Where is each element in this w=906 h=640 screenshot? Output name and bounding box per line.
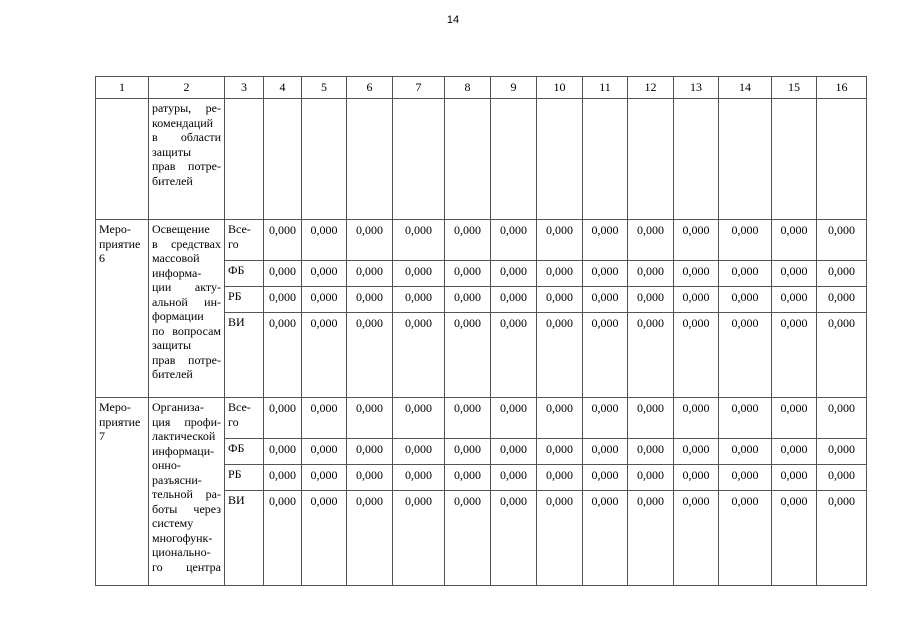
value-cell: 0,000: [445, 398, 491, 439]
value-cell: 0,000: [628, 220, 674, 261]
value-cell: 0,000: [491, 287, 537, 313]
table-cell: [491, 99, 537, 220]
value-cell: 0,000: [719, 465, 772, 491]
table-row: [96, 398, 867, 439]
value-cell: 0,000: [817, 439, 867, 465]
value-cell: 0,000: [583, 313, 628, 398]
value-cell: 0,000: [302, 398, 347, 439]
continuation-row: [96, 99, 867, 220]
funding-source: [225, 398, 264, 439]
description-line: онно-: [152, 458, 181, 472]
value-cell: 0,000: [491, 465, 537, 491]
value-cell: 0,000: [264, 287, 302, 313]
value-cell: 0,000: [772, 465, 817, 491]
description-line: тельной ра-: [152, 487, 221, 501]
value-cell: 0,000: [772, 439, 817, 465]
measure-description: [149, 398, 225, 586]
measure-name-line: 6: [99, 251, 105, 265]
funding-source-line: ФБ: [228, 263, 245, 277]
value-cell: 0,000: [719, 287, 772, 313]
description-line: Освещение: [152, 222, 210, 236]
value-cell: 0,000: [628, 465, 674, 491]
measure-name: [96, 220, 149, 398]
funding-source-line: РБ: [228, 467, 242, 481]
value-cell: 0,000: [347, 439, 393, 465]
value-cell: 0,000: [674, 465, 719, 491]
description-line: информаци-: [152, 443, 215, 458]
description-line: прав потре-: [152, 352, 221, 367]
value-cell: 0,000: [347, 261, 393, 287]
description-line: ционально-: [152, 545, 211, 559]
column-number: 11: [583, 77, 628, 99]
continuation-description: [149, 99, 225, 220]
column-number-row: [96, 77, 867, 99]
value-cell: 0,000: [347, 465, 393, 491]
funding-source-line: Все-: [228, 222, 251, 236]
value-cell: 0,000: [817, 491, 867, 586]
description-line: массовой: [152, 251, 200, 265]
table-cell: [347, 99, 393, 220]
value-cell: 0,000: [491, 313, 537, 398]
funding-source: [225, 313, 264, 398]
value-cell: 0,000: [491, 439, 537, 465]
value-cell: 0,000: [537, 439, 583, 465]
funding-source-line: ФБ: [228, 441, 245, 455]
table-cell: [96, 99, 149, 220]
measure-description: [149, 220, 225, 398]
description-line: информа-: [152, 265, 202, 280]
value-cell: 0,000: [817, 261, 867, 287]
table-cell: [628, 99, 674, 220]
funding-source: [225, 491, 264, 586]
column-number: 2: [149, 77, 225, 99]
value-cell: 0,000: [302, 220, 347, 261]
value-cell: 0,000: [674, 313, 719, 398]
description-line: боты через: [152, 501, 221, 516]
description-line: ция профи-: [152, 414, 221, 429]
value-cell: 0,000: [583, 439, 628, 465]
description-line: го центра: [152, 559, 221, 574]
value-cell: 0,000: [491, 398, 537, 439]
value-cell: 0,000: [393, 261, 445, 287]
description-line: Организа-: [152, 400, 204, 414]
column-number: 8: [445, 77, 491, 99]
value-cell: 0,000: [674, 491, 719, 586]
value-cell: 0,000: [583, 220, 628, 261]
table-cell: [817, 99, 867, 220]
value-cell: 0,000: [719, 313, 772, 398]
table-cell: [302, 99, 347, 220]
value-cell: 0,000: [264, 465, 302, 491]
description-line: защиты: [152, 338, 192, 352]
value-cell: 0,000: [817, 313, 867, 398]
value-cell: 0,000: [628, 287, 674, 313]
value-cell: 0,000: [537, 287, 583, 313]
value-cell: 0,000: [537, 220, 583, 261]
value-cell: 0,000: [302, 491, 347, 586]
value-cell: 0,000: [445, 287, 491, 313]
column-number: 9: [491, 77, 537, 99]
column-number: 6: [347, 77, 393, 99]
value-cell: 0,000: [817, 465, 867, 491]
value-cell: 0,000: [628, 261, 674, 287]
value-cell: 0,000: [445, 465, 491, 491]
value-cell: 0,000: [674, 439, 719, 465]
measure-name-line: приятие: [99, 236, 141, 251]
value-cell: 0,000: [772, 398, 817, 439]
column-number: 5: [302, 77, 347, 99]
description-line: бителей: [152, 367, 193, 381]
funding-source-line: Все-: [228, 400, 251, 414]
value-cell: 0,000: [491, 220, 537, 261]
funding-source-line: го: [228, 414, 239, 429]
table-cell: [719, 99, 772, 220]
funding-source: [225, 261, 264, 287]
value-cell: 0,000: [628, 439, 674, 465]
value-cell: 0,000: [628, 313, 674, 398]
value-cell: 0,000: [772, 287, 817, 313]
column-number: 13: [674, 77, 719, 99]
description-line: альной ин-: [152, 294, 221, 309]
column-number: 14: [719, 77, 772, 99]
value-cell: 0,000: [583, 465, 628, 491]
description-line: многофунк-: [152, 530, 213, 545]
measure-name-line: 7: [99, 429, 105, 443]
page-number: 14: [446, 14, 460, 26]
value-cell: 0,000: [264, 261, 302, 287]
value-cell: 0,000: [537, 398, 583, 439]
column-number: 10: [537, 77, 583, 99]
description-line: комендаций: [152, 115, 214, 130]
value-cell: 0,000: [393, 220, 445, 261]
value-cell: 0,000: [628, 491, 674, 586]
value-cell: 0,000: [347, 287, 393, 313]
value-cell: 0,000: [264, 220, 302, 261]
value-cell: 0,000: [537, 465, 583, 491]
value-cell: 0,000: [537, 261, 583, 287]
table-cell: [772, 99, 817, 220]
value-cell: 0,000: [264, 439, 302, 465]
value-cell: 0,000: [583, 261, 628, 287]
column-number: 4: [264, 77, 302, 99]
value-cell: 0,000: [583, 398, 628, 439]
table-cell: [393, 99, 445, 220]
value-cell: 0,000: [537, 491, 583, 586]
budget-table: [95, 76, 867, 586]
value-cell: 0,000: [445, 220, 491, 261]
measure-name-line: Меро-: [99, 222, 131, 236]
value-cell: 0,000: [719, 261, 772, 287]
value-cell: 0,000: [264, 313, 302, 398]
value-cell: 0,000: [393, 313, 445, 398]
value-cell: 0,000: [674, 287, 719, 313]
table-cell: [583, 99, 628, 220]
description-line: по вопросам: [152, 323, 221, 338]
description-line: защиты: [152, 144, 192, 159]
description-line: ратуры, ре-: [152, 101, 221, 115]
funding-source-line: РБ: [228, 289, 242, 303]
description-line: бителей: [152, 173, 193, 188]
value-cell: 0,000: [445, 313, 491, 398]
value-cell: 0,000: [302, 313, 347, 398]
description-line: прав потре-: [152, 159, 221, 173]
value-cell: 0,000: [264, 398, 302, 439]
measure-name-line: Меро-: [99, 400, 131, 414]
value-cell: 0,000: [674, 220, 719, 261]
table-cell: [537, 99, 583, 220]
column-number: 12: [628, 77, 674, 99]
funding-source: [225, 220, 264, 261]
value-cell: 0,000: [445, 491, 491, 586]
description-line: в области: [152, 130, 221, 144]
value-cell: 0,000: [393, 491, 445, 586]
value-cell: 0,000: [719, 439, 772, 465]
value-cell: 0,000: [817, 287, 867, 313]
funding-source: [225, 465, 264, 491]
value-cell: 0,000: [445, 261, 491, 287]
funding-source-line: ВИ: [228, 493, 245, 507]
value-cell: 0,000: [393, 439, 445, 465]
table-cell: [225, 99, 264, 220]
funding-source-line: ВИ: [228, 315, 245, 329]
value-cell: 0,000: [772, 220, 817, 261]
table-cell: [264, 99, 302, 220]
value-cell: 0,000: [817, 220, 867, 261]
column-number: 3: [225, 77, 264, 99]
column-number: 16: [817, 77, 867, 99]
funding-source: [225, 439, 264, 465]
value-cell: 0,000: [772, 313, 817, 398]
value-cell: 0,000: [445, 439, 491, 465]
value-cell: 0,000: [302, 465, 347, 491]
value-cell: 0,000: [719, 398, 772, 439]
measure-name: [96, 398, 149, 586]
value-cell: 0,000: [674, 261, 719, 287]
value-cell: 0,000: [772, 261, 817, 287]
value-cell: 0,000: [719, 491, 772, 586]
description-line: лактической: [152, 429, 216, 443]
value-cell: 0,000: [347, 313, 393, 398]
measure-name-line: приятие: [99, 414, 141, 429]
value-cell: 0,000: [347, 398, 393, 439]
column-number: 7: [393, 77, 445, 99]
column-number: 1: [96, 77, 149, 99]
value-cell: 0,000: [491, 491, 537, 586]
description-line: формации: [152, 309, 204, 323]
value-cell: 0,000: [719, 220, 772, 261]
table-cell: [445, 99, 491, 220]
description-line: в средствах: [152, 236, 221, 251]
value-cell: 0,000: [302, 439, 347, 465]
value-cell: 0,000: [302, 287, 347, 313]
value-cell: 0,000: [674, 398, 719, 439]
column-number: 15: [772, 77, 817, 99]
description-line: систему: [152, 516, 194, 530]
value-cell: 0,000: [772, 491, 817, 586]
value-cell: 0,000: [583, 491, 628, 586]
funding-source: [225, 287, 264, 313]
value-cell: 0,000: [347, 220, 393, 261]
value-cell: 0,000: [393, 398, 445, 439]
value-cell: 0,000: [491, 261, 537, 287]
description-line: ции акту-: [152, 280, 221, 294]
funding-source-line: го: [228, 236, 239, 251]
table-row: [96, 220, 867, 261]
value-cell: 0,000: [817, 398, 867, 439]
value-cell: 0,000: [347, 491, 393, 586]
value-cell: 0,000: [302, 261, 347, 287]
value-cell: 0,000: [537, 313, 583, 398]
value-cell: 0,000: [393, 287, 445, 313]
value-cell: 0,000: [264, 491, 302, 586]
table-cell: [674, 99, 719, 220]
description-line: разъясни-: [152, 472, 202, 487]
value-cell: 0,000: [583, 287, 628, 313]
value-cell: 0,000: [628, 398, 674, 439]
value-cell: 0,000: [393, 465, 445, 491]
